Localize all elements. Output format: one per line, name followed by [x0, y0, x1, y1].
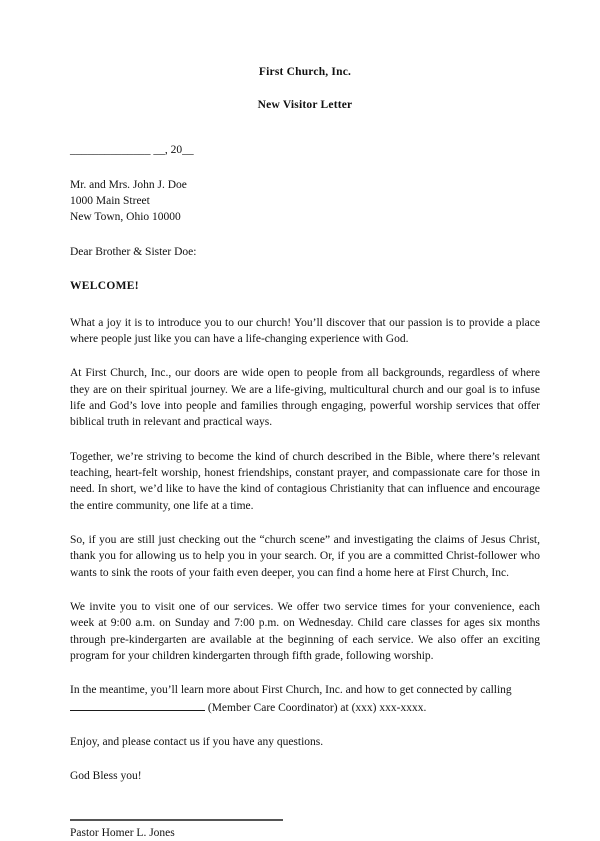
- welcome-heading: WELCOME!: [70, 280, 139, 293]
- contact-paragraph-tail: (Member Care Coordinator) at (xxx) xxx-xxxx.: [207, 701, 427, 714]
- body-paragraph-2: At First Church, Inc., our doors are wide open to people from all backgrounds, regardless of where they are on their spiritual journey. We are a life-giving, multicultural church and our goal is to infuse life and God’s love into people and families through engaging, powerful worship services that offer biblical truth in relevant and practical ways.: [70, 367, 540, 429]
- recipient-street: 1000 Main Street: [70, 194, 150, 207]
- contact-paragraph: [70, 682, 540, 716]
- body-paragraph-4: So, if you are still just checking out the “church scene” and investigating the claims of Jesus Christ, thank you for allowing us to help you in your search. Or, if you are a committed Christ-follower who wants to sink the roots of your faith even deeper, you can find a home here at First Church, Inc.: [70, 534, 540, 579]
- date-line: ______________ __, 20__: [70, 143, 194, 156]
- body-paragraph-1: What a joy it is to introduce you to our church! You’ll discover that our passion is to provide a place where people just like you can have a life-changing experience with God.: [70, 316, 540, 346]
- recipient-address-block: [70, 178, 540, 226]
- contact-paragraph-lead: In the meantime, you’ll learn more about First Church, Inc. and how to get connected by calling: [70, 684, 512, 697]
- closing-line: Enjoy, and please contact us if you have any questions.: [70, 735, 324, 748]
- recipient-name: Mr. and Mrs. John J. Doe: [70, 179, 187, 192]
- coordinator-name-blank[interactable]: [70, 699, 205, 711]
- recipient-city-state-zip: New Town, Ohio 10000: [70, 210, 181, 223]
- salutation: Dear Brother & Sister Doe:: [70, 245, 197, 258]
- blessing-line: God Bless you!: [70, 770, 142, 783]
- signature-block: [70, 819, 540, 841]
- letterhead: [70, 0, 540, 113]
- signature-rule: [70, 819, 283, 821]
- body-paragraph-3: Together, we’re striving to become the kind of church described in the Bible, where there’s relevant teaching, heart-felt worship, honest friendships, constant prayer, and compassionate care for those in need. In short, we’d like to have the kind of contagious Christianity that can influence and encourage the entire community, one life at a time.: [70, 450, 540, 512]
- letter-content: [70, 0, 540, 841]
- signatory-name: Pastor Homer L. Jones: [70, 826, 175, 839]
- document-title: New Visitor Letter: [257, 98, 353, 111]
- organization-name: First Church, Inc.: [258, 66, 352, 78]
- body-paragraph-5: We invite you to visit one of our services. We offer two service times for your convenience, each week at 9:00 a.m. on Sunday and 7:00 p.m. on Wednesday. Child care classes for ages six months through pre-kindergarten are available at the beginning of each service. We also offer an exciting program for your children kindergarten through fifth grade, following worship.: [70, 600, 540, 662]
